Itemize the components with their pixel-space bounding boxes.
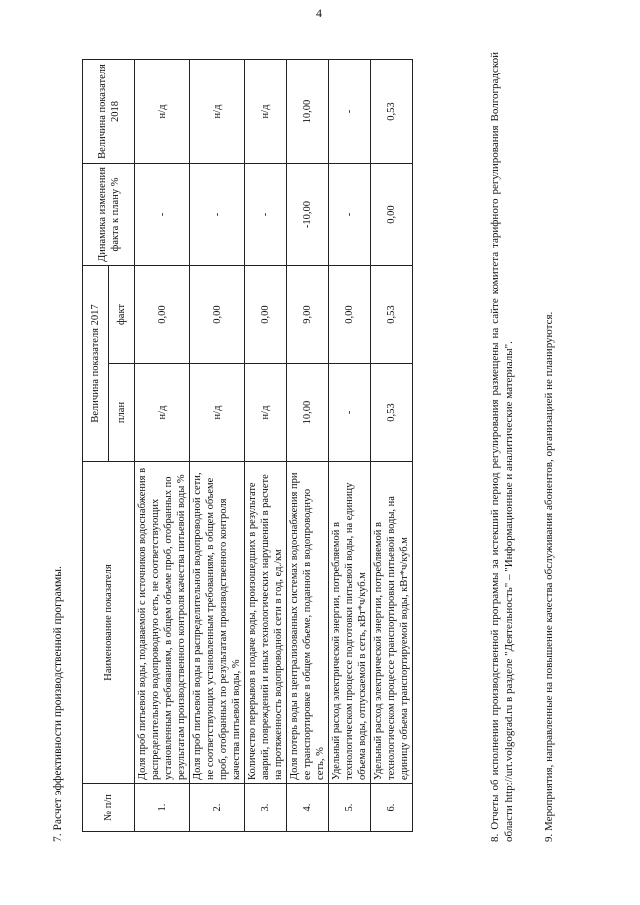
row-dynamics: - <box>135 164 190 266</box>
row-plan: 10,00 <box>287 364 329 462</box>
table-row <box>371 60 413 832</box>
row-fact: 0,00 <box>329 266 371 364</box>
header-no: № п/п <box>83 784 135 832</box>
rotated-content <box>52 32 612 852</box>
row-number: 2. <box>190 784 245 832</box>
row-value-2018: - <box>329 60 371 164</box>
row-value-2018: н/д <box>135 60 190 164</box>
header-name: Наименование показателя <box>83 462 135 784</box>
row-name: Удельный расход электрической энергии, потребляемой в технологическом процессе подготовки питьевой воды, на единицу объема воды, отпускаемой в сеть, кВт*ч/куб.м <box>329 462 371 784</box>
row-dynamics: - <box>329 164 371 266</box>
row-plan: н/д <box>245 364 287 462</box>
row-dynamics: - <box>190 164 245 266</box>
row-plan: н/д <box>190 364 245 462</box>
row-fact: 0,53 <box>371 266 413 364</box>
row-fact: 9,00 <box>287 266 329 364</box>
row-number: 3. <box>245 784 287 832</box>
row-plan: - <box>329 364 371 462</box>
efficiency-table <box>82 59 413 832</box>
header-value-2018: Величина показателя 2018 <box>83 60 135 164</box>
row-name: Удельный расход электрической энергии, потребляемой в технологическом процессе транспортировки питьевой воды, на единицу объема транспортируемой воды, кВт*ч/куб.м <box>371 462 413 784</box>
row-number: 4. <box>287 784 329 832</box>
row-plan: 0,53 <box>371 364 413 462</box>
paragraph-9: 9. Мероприятия, направленные на повышение качества обслуживания абонентов, организацией не планируются. <box>543 311 555 842</box>
table-row <box>287 60 329 832</box>
table-row <box>135 60 190 832</box>
table-row <box>245 60 287 832</box>
header-plan: план <box>109 364 135 462</box>
row-fact: 0,00 <box>190 266 245 364</box>
row-value-2018: н/д <box>245 60 287 164</box>
section-7-title: 7. Расчет эффективности производственной программы. <box>52 566 64 842</box>
table-row <box>329 60 371 832</box>
page-number: 4 <box>316 6 322 20</box>
paragraph-8: 8. Отчеты об исполнении производственной программы за истекший период регулирования размещены на сайте комитета тарифного регулирования Волгоградской области http://urt.volgograd.ru в разделе "Деятельность" – "Информационные и аналитические материалы". <box>489 52 515 842</box>
header-dynamics: Динамика изменения факта к плану % <box>83 164 135 266</box>
header-fact: факт <box>109 266 135 364</box>
row-fact: 0,00 <box>245 266 287 364</box>
row-dynamics: -10,00 <box>287 164 329 266</box>
row-name: Доля проб питьевой воды, подаваемой с источников водоснабжения в распределительную водопроводную сеть, не соответствующих установленным требованиям, в общем объеме проб, отобранных по результатам производственного контроля качества питьевой воды % <box>135 462 190 784</box>
row-number: 6. <box>371 784 413 832</box>
row-number: 1. <box>135 784 190 832</box>
row-dynamics: 0,00 <box>371 164 413 266</box>
row-value-2018: 10,00 <box>287 60 329 164</box>
row-number: 5. <box>329 784 371 832</box>
row-fact: 0,00 <box>135 266 190 364</box>
row-name: Доля проб питьевой воды в распределительной водопроводной сети, не соответствующих установленным требованиям, в общем объеме проб, отобранных по результатам производственного контроля качества питьевой воды, % <box>190 462 245 784</box>
row-plan: н/д <box>135 364 190 462</box>
row-value-2018: 0,53 <box>371 60 413 164</box>
row-name: Доля потерь воды в централизованных системах водоснабжения при ее транспортировке в общем объеме, поданной в водопроводную сеть, % <box>287 462 329 784</box>
row-name: Количество перерывов в подаче воды, произошедших в результате аварий, повреждений и иных технологических нарушений в расчете на протяженность водопроводной сети в год, ед./км <box>245 462 287 784</box>
row-value-2018: н/д <box>190 60 245 164</box>
row-dynamics: - <box>245 164 287 266</box>
header-value-2017: Величина показателя 2017 <box>83 266 109 462</box>
table-row <box>190 60 245 832</box>
